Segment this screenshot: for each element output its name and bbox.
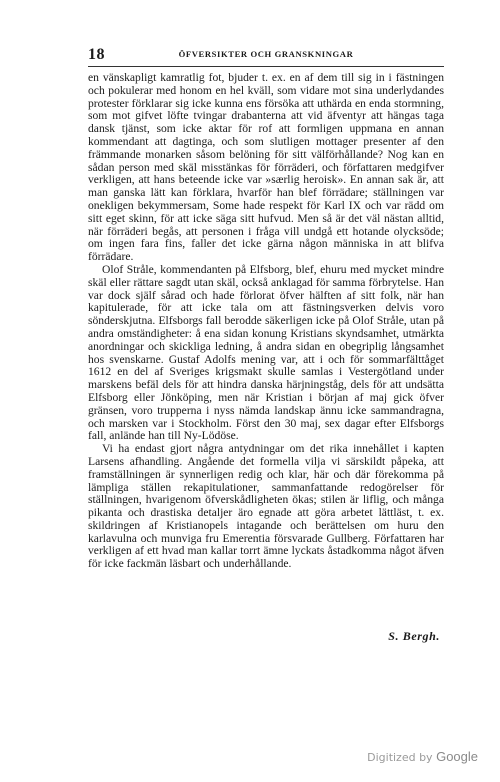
paragraph: Olof Stråle, kommendanten på Elfsborg, blef, ehuru med mycket mindre skäl eller rättare sagdt utan skäl, också anklagad för samma förbrytelse. Han var dock själf sårad och hade förlorat öfver hälften af sitt folk, när han kapitulerade, för att icke tala om att fästningsverken delvis voro sönderskjutna. Elfsborgs fall berodde säkerligen icke på Olof Stråle, utan på andra omständigheter: å ena sidan konung Kristians skyndsamhet, utmärkta anordningar och skickliga ledning, å andra sidan en obegriplig långsamhet hos svenskarne. Gustaf Adolfs mening var, att i och för sommarfälttåget 1612 en del af Sveriges krigsmakt skulle samlas i Vestergötland under marskens befäl dels för att hindra danska härjningståg, dels för att undsätta Elfsborg eller Jönköping, men när Kristian i början af maj gick öfver gränsen, voro trupperna i nyss nämda landskap ännu icke sammandragna, och marsken var i Stockholm. Först den 30 maj, sex dagar efter Elfsborgs fall, anlände han till Ny-Lödöse. (88, 262, 444, 443)
author-signature: S. Bergh. (388, 629, 440, 643)
paragraph: Vi ha endast gjort några antydningar om det rika innehållet i kapten Larsens afhandling. Angående det formella vilja vi särskildt påpeka, att framställningen är synnerligen redig och klar, här och där förekomma på lämpliga ställen rekapitulationer, sammanfattande redogörelser för ställningen, hvarigenom öfverskådligheten ökas; stilen är liflig, och många pikanta och drastiska detaljer äro egnade att göra arbetet lättläst, t. ex. skildringen af Kristianopels intagande och berättelsen om huru den karlavulna och munviga fru Emerentia försvarade Gullberg. Författaren har verkligen af ett hvad man kallar torrt ämne lyckats åstadkomma något äfven för icke fackmän läsbart och underhållande. (88, 442, 444, 571)
header-rule (88, 66, 444, 67)
running-head: ÖFVERSIKTER OCH GRANSKNINGAR (178, 49, 354, 59)
watermark-prefix: Digitized by (367, 751, 433, 764)
watermark-brand: Google (436, 749, 478, 764)
body-text (88, 72, 444, 571)
page-number: 18 (88, 46, 105, 63)
digitization-watermark (367, 749, 478, 764)
paragraph: en vänskapligt kamratlig fot, bjuder t. ex. en af dem till sig in i fästningen och pokulerar med honom en hel kväll, som vidare mot sina underlydandes protester förklarar sig icke kunna ens försöka att uthärda en enda stormning, som mot gifvet löfte tvingar drabanterna att vid äfventyr att hängas taga dansk tjänst, som icke aktar för rof att formligen uppmana en annan kommendant att dagtinga, och som slutligen mottager presenter af den främmande monarken såsom belöning för sitt välförhållande? Nog kan en sådan person med skäl misstänkas för förräderi, och författaren medgifver verkligen, att hans beteende icke var »særlig heroisk». En annan sak är, att man ganska lätt kan förklara, hvarför han blef förrädare; ställningen var onekligen bekymmersam, Some hade respekt för Karl IX och var rädd om sitt eget skinn, för att icke säga sitt hufvud. Men så är det väl nästan alltid, när förräderi begås, att personen i fråga vill undgå ett hotande olycksöde; om ingen fara fins, faller det icke gärna någon människa in att blifva förrädare. (88, 71, 444, 264)
page-header (88, 46, 444, 64)
